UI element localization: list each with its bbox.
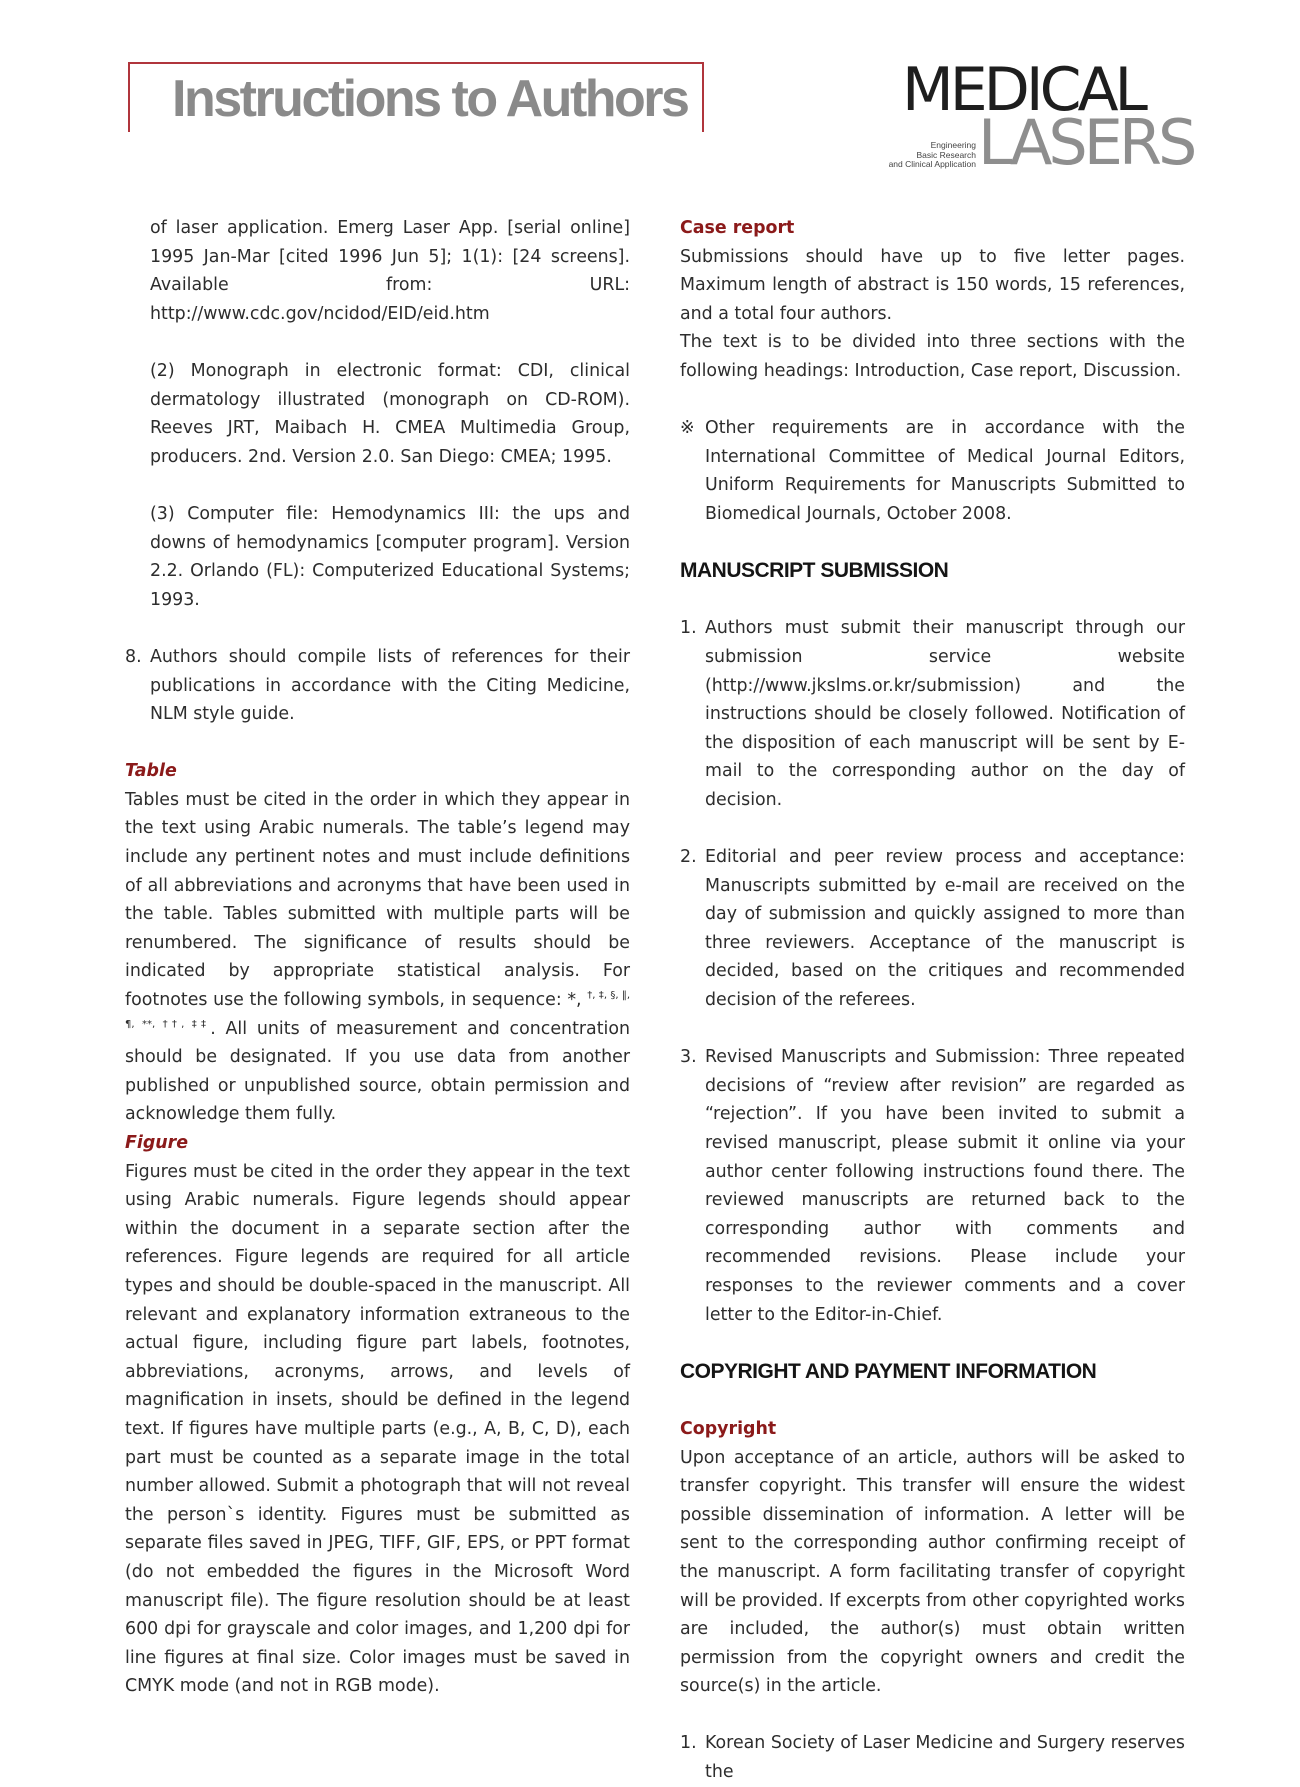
table-paragraph: [125, 786, 630, 1129]
page-title: Instructions to Authors: [172, 70, 688, 128]
list-item-text: Authors must submit their manuscript through our submission service website (http://www.jkslms.or.kr/submission) and the instructions should be closely followed. Notification of the disposition of each manuscript will be sent by E-mail to the corresponding author on the day of decision.: [705, 618, 1185, 810]
list-item-text: Revised Manuscripts and Submission: Three repeated decisions of “review after revision” are regarded as “rejection”. If you have been invited to submit a revised manuscript, please submit it online via your author center following instructions found there. The reviewed manuscripts are returned back to the corresponding author with comments and recommended revisions. Please include your responses to the reviewer comments and a cover letter to the Editor-in-Chief.: [705, 1047, 1185, 1325]
case-report-heading: Case report: [680, 218, 795, 238]
reference-mark-icon: ※: [680, 418, 695, 439]
list-item: [680, 843, 1185, 1015]
footnote-symbols: †, ‡, §, ‖, ¶, **, ††, ‡‡: [125, 990, 630, 1030]
logo-subtitle-line: and Clinical Application: [888, 159, 976, 169]
list-item: [680, 614, 1185, 814]
list-item: [125, 643, 630, 729]
list-number: 1.: [680, 1733, 697, 1754]
case-report-text: Submissions should have up to five letter pages. Maximum length of abstract is 150 words, 15 references, and a total four authors.: [680, 246, 1185, 324]
note-text: Other requirements are in accordance with the International Committee of Medical Journal Editors, Uniform Requirements for Manuscripts Submitted to Biomedical Journals, October 2008.: [705, 418, 1185, 524]
figure-heading: Figure: [125, 1133, 189, 1153]
case-report-text: The text is to be divided into three sections with the following headings: Introduction, Case report, Discussion.: [680, 332, 1185, 381]
copyright-payment-heading: COPYRIGHT AND PAYMENT INFORMATION: [680, 1359, 1097, 1383]
logo-subtitle-line: Engineering: [930, 140, 976, 150]
copyright-text: Upon acceptance of an article, authors will be asked to transfer copyright. This transfer will ensure the widest possible dissemination of information. A letter will be sent to the corresponding author confirming receipt of the manuscript. A form facilitating transfer of copyright will be provided. If excerpts from other copyrighted works are included, the author(s) must obtain written permission from the copyright owners and credit the source(s) in the article.: [680, 1447, 1185, 1697]
manuscript-submission-heading: MANUSCRIPT SUBMISSION: [680, 559, 949, 583]
reference-example-3: (3) Computer file: Hemodynamics III: the ups and downs of hemodynamics [computer program]. Version 2.2. Orlando (FL): Computerized Educational Systems; 1993.: [150, 503, 630, 610]
list-number: 3.: [680, 1047, 697, 1068]
list-item-text: Editorial and peer review process and acceptance: Manuscripts submitted by e-mail are received on the day of submission and quickly assigned to more than three reviewers. Acceptance of the manuscript is decided, based on the critiques and recommended decision of the referees.: [705, 847, 1185, 1011]
list-number: 2.: [680, 847, 697, 868]
note-item: [680, 414, 1185, 528]
left-column: [125, 214, 630, 1701]
reference-example-2: (2) Monograph in electronic format: CDI, clinical dermatology illustrated (monograph on CD-ROM). Reeves JRT, Maibach H. CMEA Multimedia Group, producers. 2nd. Version 2.0. San Diego: CMEA; 1995.: [150, 360, 630, 467]
list-item-text: Korean Society of Laser Medicine and Surgery reserves the: [705, 1733, 1185, 1783]
logo-medical-text: MEDICAL: [902, 55, 1144, 125]
list-number: 8.: [125, 646, 142, 667]
list-number: 1.: [680, 618, 697, 639]
logo-subtitle: [880, 141, 976, 170]
list-item-text: Authors should compile lists of references for their publications in accordance with the Citing Medicine, NLM style guide.: [150, 646, 630, 725]
list-item: [680, 1043, 1185, 1329]
list-item: [680, 1729, 1185, 1786]
right-column: [680, 214, 1185, 1787]
table-heading: Table: [125, 761, 177, 782]
reference-continuation: of laser application. Emerg Laser App. [serial online] 1995 Jan-Mar [cited 1996 Jun 5]; 1(1): [24 screens]. Available from: URL: http://www.cdc.gov/ncidod/EID/eid.htm: [150, 218, 630, 324]
table-text: Tables must be cited in the order in which they appear in the text using Arabic numerals. The table’s legend may include any pertinent notes and must include definitions of all abbreviations and acronyms that have been used in the table. Tables submitted with multiple parts will be renumbered. The significance of results should be indicated by appropriate statistical analysis. For footnotes use the following symbols, in sequence: *,: [125, 789, 630, 1011]
table-text-end: . All units of measurement and concentration should be designated. If you use data from another published or unpublished source, obtain permission and acknowledge them fully.: [125, 1018, 631, 1125]
figure-paragraph: Figures must be cited in the order they appear in the text using Arabic numerals. Figure legends should appear within the document in a separate section after the references. Figure legends are required for all article types and should be double-spaced in the manuscript. All relevant and explanatory information extraneous to the actual figure, including figure part labels, footnotes, abbreviations, acronyms, arrows, and levels of magnification in insets, should be defined in the legend text. If figures have multiple parts (e.g., A, B, C, D), each part must be counted as a separate image in the total number allowed. Submit a photograph that will not reveal the person`s identity. Figures must be submitted as separate files saved in JPEG, TIFF, GIF, EPS, or PPT format (do not embedded the figures in the Microsoft Word manuscript file). The figure resolution should be at least 600 dpi for grayscale and color images, and 1,200 dpi for line figures at final size. Color images must be saved in CMYK mode (and not in RGB mode).: [125, 1161, 630, 1697]
logo-subtitle-line: Basic Research: [916, 149, 976, 160]
copyright-heading: Copyright: [680, 1418, 777, 1439]
logo-lasers-text: LASERS: [978, 106, 1194, 179]
